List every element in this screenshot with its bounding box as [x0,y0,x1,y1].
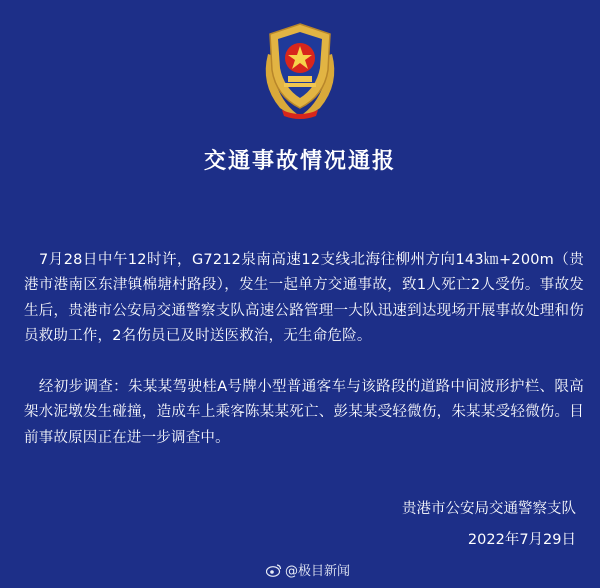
police-emblem-icon [254,18,346,122]
paragraph-accident-details: 7月28日中午12时许，G7212泉南高速12支线北海往柳州方向143㎞+200m（贵港市港南区东津镇棉塘村路段），发生一起单方交通事故，致1人死亡2人受伤。事故发生后，贵港市公安局交通警察支队高速公路管理一大队迅速到达现场开展事故处理和伤员救助工作，2名伤员已及时送医救治，无生命危险。 [24,252,584,345]
weibo-icon [266,563,282,577]
source-watermark [266,560,350,579]
issue-date: 2022年7月29日 [467,532,576,548]
bulletin-title: 交通事故情况通报 [203,149,396,174]
paragraph-investigation: 经初步调查：朱某某驾驶桂A号牌小型普通客车与该路段的道路中间波形护栏、限高架水泥墩发生碰撞，造成车上乘客陈某某死亡、彭某某受轻微伤，朱某某受轻微伤。目前事故原因正在进一步调查中。 [24,379,584,446]
issuer-name: 贵港市公安局交通警察支队 [402,501,576,517]
watermark-text: @极目新闻 [285,564,351,579]
